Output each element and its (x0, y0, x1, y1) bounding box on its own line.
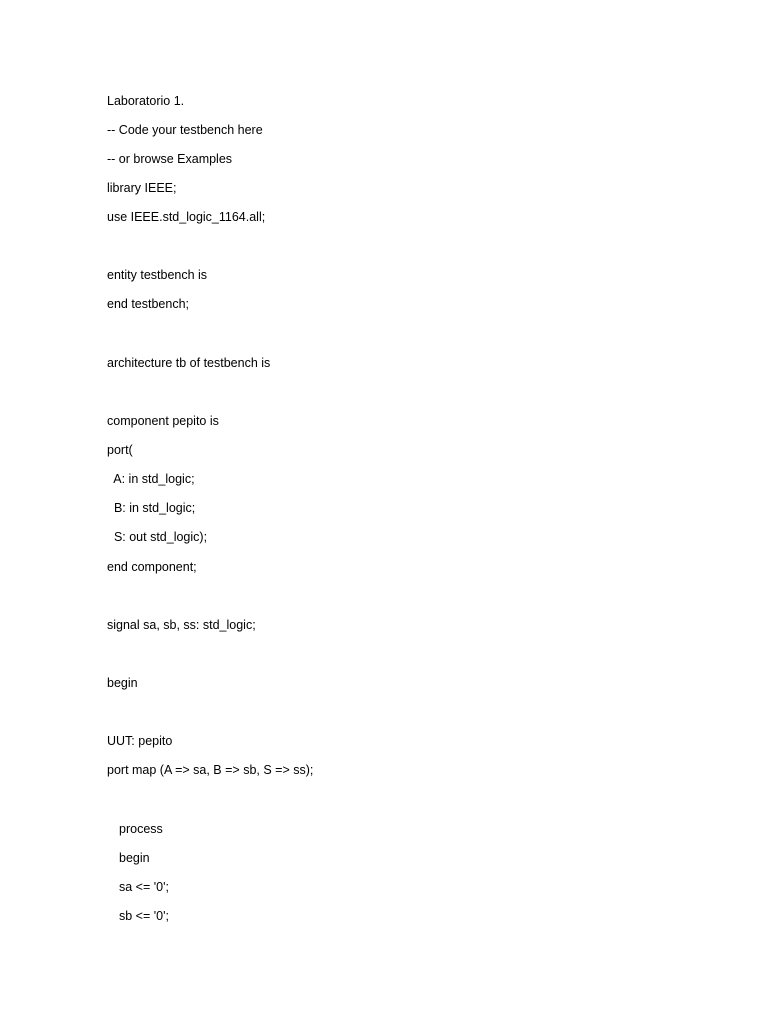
code-line: library IEEE; (107, 181, 177, 195)
code-comment-line: -- Code your testbench here (107, 123, 263, 137)
code-line: begin (107, 676, 138, 690)
code-line-indented: sb <= '0'; (119, 909, 169, 923)
code-line: architecture tb of testbench is (107, 356, 271, 370)
code-line: end testbench; (107, 297, 190, 311)
code-line: use IEEE.std_logic_1164.all; (107, 210, 266, 224)
code-line-indented: B: in std_logic; (107, 501, 196, 515)
code-line: port map (A => sa, B => sb, S => ss); (107, 763, 314, 777)
code-line-indented: process (119, 822, 163, 836)
code-line-indented: S: out std_logic); (107, 530, 208, 544)
code-line: port( (107, 443, 133, 457)
code-line: entity testbench is (107, 268, 208, 282)
code-line-indented: A: in std_logic; (107, 472, 195, 486)
code-line: end component; (107, 560, 197, 574)
code-line: signal sa, sb, ss: std_logic; (107, 618, 256, 632)
code-line-indented: sa <= '0'; (119, 880, 169, 894)
code-line-indented: begin (119, 851, 150, 865)
code-line: UUT: pepito (107, 734, 173, 748)
code-comment-line: -- or browse Examples (107, 152, 233, 166)
document-title: Laboratorio 1. (107, 94, 185, 108)
code-line: component pepito is (107, 414, 219, 428)
